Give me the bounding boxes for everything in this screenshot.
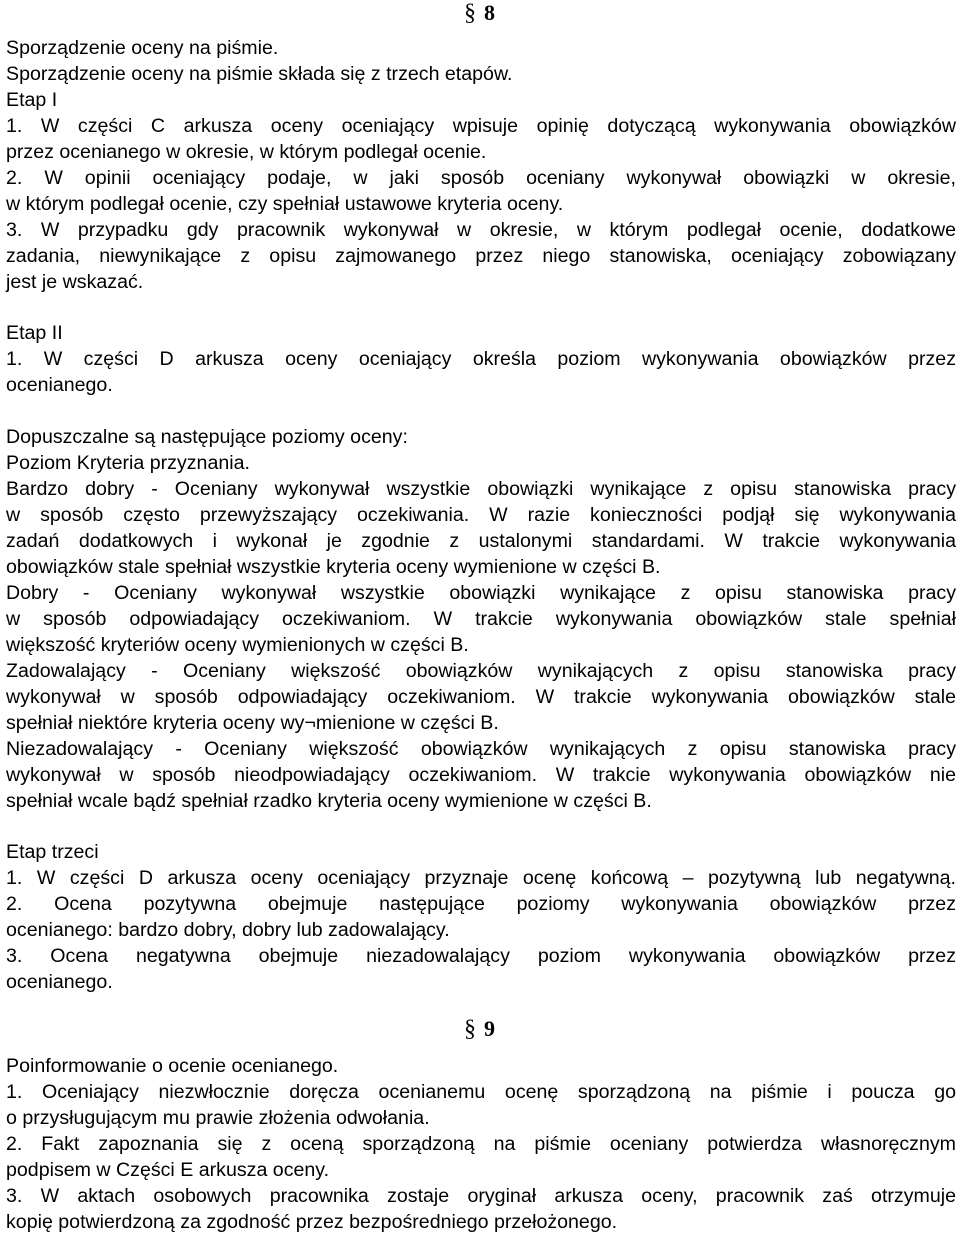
text-line: ocenianego. [6,971,113,993]
text-line: w sposób odpowiadający oczekiwaniom. W trakcie wykonywania obowiązków stale spełniał [6,608,956,630]
text-line: 1. W części D arkusza oceny oceniający określa poziom wykonywania obowiązków przez [6,348,956,370]
text-line: Bardzo dobry - Oceniany wykonywał wszystkie obowiązki wynikające z opisu stanowiska pracy [6,478,956,500]
text-line: Niezadowalający - Oceniany większość obowiązków wynikających z opisu stanowiska pracy [6,738,956,760]
text-line: kopię potwierdzoną za zgodność przez bezpośredniego przełożonego. [6,1211,618,1233]
section-heading-8 [464,0,495,26]
text-line: 3. Ocena negatywna obejmuje niezadowalający poziom wykonywania obowiązków przez [6,945,956,967]
text-line: w sposób często przewyższający oczekiwania. W razie konieczności podjął się wykonywania [6,504,956,526]
stage-heading: Etap II [6,322,63,344]
text-line: ocenianego. [6,374,113,396]
text-line: 2. Fakt zapoznania się z oceną sporządzoną na piśmie oceniany potwierdza własnoręcznym [6,1133,956,1155]
text-line: Sporządzenie oceny na piśmie składa się z trzech etapów. [6,63,513,85]
text-line: zadań dodatkowych i wykonał je zgodnie z ustalonymi standardami. W trakcie wykonywania [6,530,956,552]
text-line: zadania, niewynikające z opisu zajmowanego przez niego stanowiska, oceniający zobowiązany [6,245,956,267]
text-line: wykonywał w sposób nieodpowiadający oczekiwaniom. W trakcie wykonywania obowiązków nie [6,764,956,786]
text-line: Zadowalający - Oceniany większość obowiązków wynikających z opisu stanowiska pracy [6,660,956,682]
text-line: w którym podlegał ocenie, czy spełniał ustawowe kryteria oceny. [6,193,564,215]
paragraph-title: Poinformowanie o ocenie ocenianego. [6,1055,339,1077]
section-symbol: § [464,1016,476,1042]
text-line: spełniał niektóre kryteria oceny wy¬mienione w części B. [6,712,499,734]
text-line: spełniał wcale bądź spełniał rzadko kryteria oceny wymienione w części B. [6,790,652,812]
section-number: 9 [484,1016,495,1041]
text-line: 2. W opinii oceniający podaje, w jaki sposób oceniany wykonywał obowiązki w okresie, [6,167,956,189]
text-line: 3. W przypadku gdy pracownik wykonywał w okresie, w którym podlegał ocenie, dodatkowe [6,219,956,241]
text-line: wykonywał w sposób odpowiadający oczekiwaniom. W trakcie wykonywania obowiązków stale [6,686,956,708]
text-line: obowiązków stale spełniał wszystkie kryteria oceny wymienione w części B. [6,556,661,578]
text-line: 1. W części D arkusza oceny oceniający przyznaje ocenę końcową – pozytywną lub negatywną. [6,867,956,889]
text-line: podpisem w Części E arkusza oceny. [6,1159,330,1181]
text-line: Dopuszczalne są następujące poziomy oceny: [6,426,408,448]
text-line: przez ocenianego w okresie, w którym podlegał ocenie. [6,141,487,163]
stage-heading: Etap trzeci [6,841,99,863]
stage-heading: Etap I [6,89,58,111]
text-line: 3. W aktach osobowych pracownika zostaje oryginał arkusza oceny, pracownik zaś otrzymuje [6,1185,956,1207]
text-line: 1. Oceniający niezwłocznie doręcza ocenianemu ocenę sporządzoną na piśmie i poucza go [6,1081,956,1103]
paragraph-title: Sporządzenie oceny na piśmie. [6,37,279,59]
section-number: 8 [484,0,495,25]
text-line: Poziom Kryteria przyznania. [6,452,250,474]
text-line: większość kryteriów oceny wymienionych w części B. [6,634,469,656]
text-line: o przysługującym mu prawie złożenia odwołania. [6,1107,430,1129]
section-symbol: § [464,0,476,26]
section-heading-9 [464,1016,495,1042]
text-line: 2. Ocena pozytywna obejmuje następujące poziomy wykonywania obowiązków przez [6,893,956,915]
text-line: ocenianego: bardzo dobry, dobry lub zadowalający. [6,919,450,941]
text-line: jest je wskazać. [6,271,144,293]
text-line: 1. W części C arkusza oceny oceniający wpisuje opinię dotyczącą wykonywania obowiązków [6,115,956,137]
text-line: Dobry - Oceniany wykonywał wszystkie obowiązki wynikające z opisu stanowiska pracy [6,582,956,604]
